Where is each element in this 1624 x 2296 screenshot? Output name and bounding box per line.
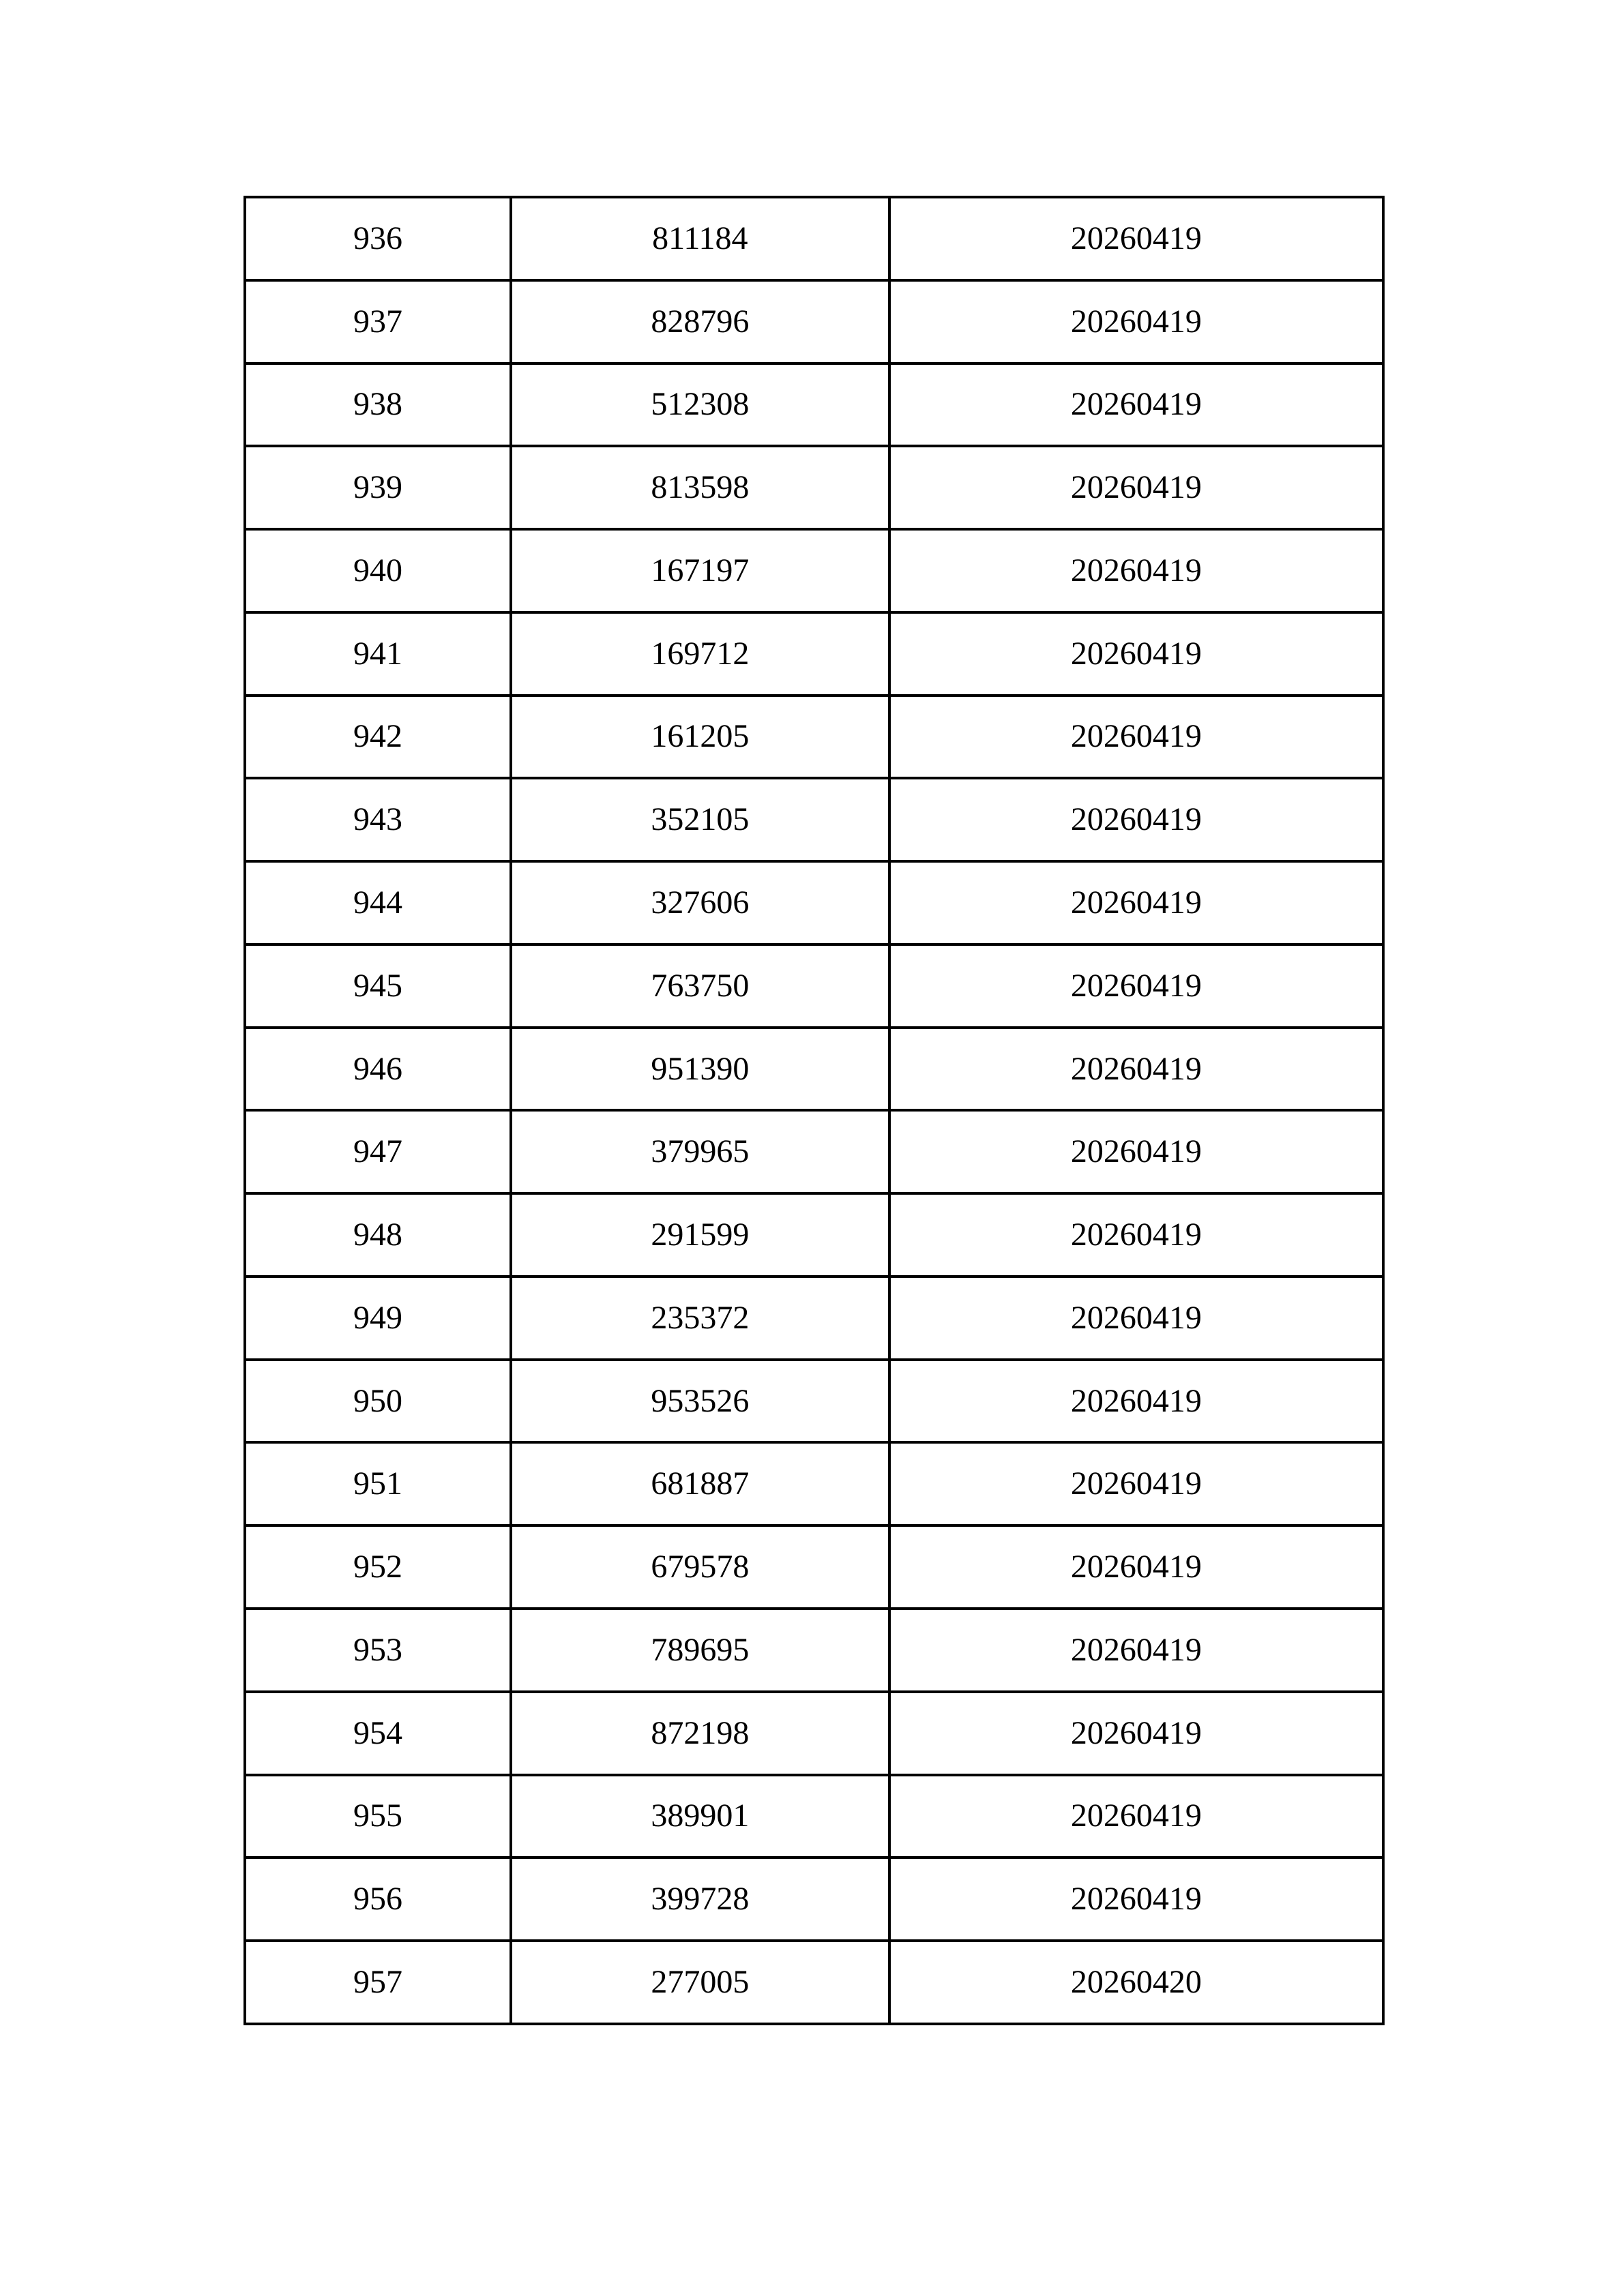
cell-code: 167197 bbox=[511, 529, 889, 612]
cell-row-number: 946 bbox=[245, 1028, 511, 1111]
cell-row-number: 957 bbox=[245, 1941, 511, 2024]
cell-code: 277005 bbox=[511, 1941, 889, 2024]
cell-code: 681887 bbox=[511, 1442, 889, 1525]
cell-code: 327606 bbox=[511, 861, 889, 944]
cell-date: 20260419 bbox=[889, 1110, 1383, 1193]
cell-date: 20260419 bbox=[889, 529, 1383, 612]
cell-row-number: 943 bbox=[245, 778, 511, 861]
cell-code: 763750 bbox=[511, 944, 889, 1028]
cell-code: 811184 bbox=[511, 197, 889, 280]
cell-date: 20260419 bbox=[889, 1277, 1383, 1360]
cell-code: 872198 bbox=[511, 1692, 889, 1775]
cell-date: 20260419 bbox=[889, 446, 1383, 529]
cell-row-number: 954 bbox=[245, 1692, 511, 1775]
cell-date: 20260419 bbox=[889, 1525, 1383, 1609]
table-row bbox=[245, 1360, 1383, 1443]
cell-row-number: 951 bbox=[245, 1442, 511, 1525]
cell-row-number: 938 bbox=[245, 363, 511, 447]
cell-code: 512308 bbox=[511, 363, 889, 447]
cell-code: 379965 bbox=[511, 1110, 889, 1193]
cell-code: 679578 bbox=[511, 1525, 889, 1609]
table-row bbox=[245, 1525, 1383, 1609]
cell-date: 20260419 bbox=[889, 197, 1383, 280]
table-row bbox=[245, 1028, 1383, 1111]
cell-row-number: 939 bbox=[245, 446, 511, 529]
table-row bbox=[245, 1193, 1383, 1277]
cell-code: 161205 bbox=[511, 696, 889, 779]
table-body bbox=[245, 197, 1383, 2024]
cell-date: 20260419 bbox=[889, 1028, 1383, 1111]
cell-date: 20260420 bbox=[889, 1941, 1383, 2024]
cell-row-number: 947 bbox=[245, 1110, 511, 1193]
cell-code: 389901 bbox=[511, 1775, 889, 1858]
cell-code: 828796 bbox=[511, 280, 889, 363]
cell-row-number: 949 bbox=[245, 1277, 511, 1360]
cell-code: 399728 bbox=[511, 1858, 889, 1941]
cell-code: 951390 bbox=[511, 1028, 889, 1111]
cell-date: 20260419 bbox=[889, 1360, 1383, 1443]
table-row bbox=[245, 1858, 1383, 1941]
table-row bbox=[245, 363, 1383, 447]
table-row bbox=[245, 529, 1383, 612]
table-row bbox=[245, 696, 1383, 779]
cell-row-number: 940 bbox=[245, 529, 511, 612]
data-table bbox=[243, 196, 1385, 2025]
table-row bbox=[245, 1941, 1383, 2024]
cell-date: 20260419 bbox=[889, 944, 1383, 1028]
table-row bbox=[245, 197, 1383, 280]
cell-row-number: 948 bbox=[245, 1193, 511, 1277]
table-row bbox=[245, 1692, 1383, 1775]
cell-date: 20260419 bbox=[889, 1692, 1383, 1775]
cell-code: 813598 bbox=[511, 446, 889, 529]
cell-date: 20260419 bbox=[889, 612, 1383, 696]
cell-date: 20260419 bbox=[889, 1858, 1383, 1941]
cell-row-number: 950 bbox=[245, 1360, 511, 1443]
cell-date: 20260419 bbox=[889, 1193, 1383, 1277]
cell-date: 20260419 bbox=[889, 280, 1383, 363]
cell-row-number: 953 bbox=[245, 1609, 511, 1692]
cell-code: 953526 bbox=[511, 1360, 889, 1443]
table-row bbox=[245, 778, 1383, 861]
cell-row-number: 956 bbox=[245, 1858, 511, 1941]
cell-code: 169712 bbox=[511, 612, 889, 696]
cell-row-number: 944 bbox=[245, 861, 511, 944]
cell-row-number: 941 bbox=[245, 612, 511, 696]
cell-date: 20260419 bbox=[889, 1609, 1383, 1692]
table-row bbox=[245, 612, 1383, 696]
cell-date: 20260419 bbox=[889, 1442, 1383, 1525]
cell-row-number: 937 bbox=[245, 280, 511, 363]
cell-code: 291599 bbox=[511, 1193, 889, 1277]
cell-date: 20260419 bbox=[889, 1775, 1383, 1858]
cell-code: 235372 bbox=[511, 1277, 889, 1360]
cell-date: 20260419 bbox=[889, 696, 1383, 779]
table-row bbox=[245, 1110, 1383, 1193]
cell-date: 20260419 bbox=[889, 778, 1383, 861]
cell-code: 789695 bbox=[511, 1609, 889, 1692]
table-row bbox=[245, 280, 1383, 363]
cell-date: 20260419 bbox=[889, 861, 1383, 944]
table-row bbox=[245, 1442, 1383, 1525]
table-row bbox=[245, 1775, 1383, 1858]
cell-row-number: 955 bbox=[245, 1775, 511, 1858]
cell-row-number: 945 bbox=[245, 944, 511, 1028]
cell-code: 352105 bbox=[511, 778, 889, 861]
table-row bbox=[245, 944, 1383, 1028]
cell-row-number: 952 bbox=[245, 1525, 511, 1609]
table-row bbox=[245, 1609, 1383, 1692]
cell-date: 20260419 bbox=[889, 363, 1383, 447]
table-row bbox=[245, 1277, 1383, 1360]
cell-row-number: 936 bbox=[245, 197, 511, 280]
table-row bbox=[245, 446, 1383, 529]
cell-row-number: 942 bbox=[245, 696, 511, 779]
table-row bbox=[245, 861, 1383, 944]
